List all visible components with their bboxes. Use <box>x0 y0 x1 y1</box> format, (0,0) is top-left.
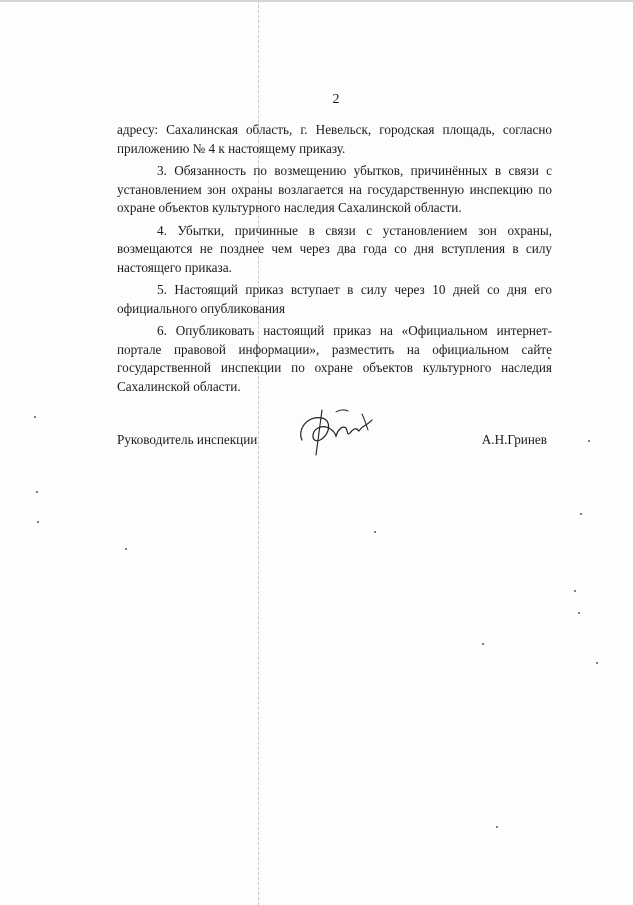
page-number: 2 <box>332 92 340 107</box>
scan-speck <box>574 590 576 592</box>
paragraph-4: 4. Убытки, причинные в связи с установлением зон охраны, возмещаются не позднее чем через два года со дня вступления в силу настоящего приказа. <box>117 222 552 275</box>
paragraph-5: 5. Настоящий приказ вступает в силу через 10 дней со дня его официального опубликования <box>117 282 552 316</box>
paragraph-continuation: адресу: Сахалинская область, г. Невельск, городская площадь, согласно приложению № 4 к настоящему приказу. <box>117 122 552 156</box>
scan-speck <box>482 643 484 645</box>
scan-speck <box>37 521 39 523</box>
scan-speck <box>580 513 582 515</box>
signature-block <box>117 432 552 472</box>
scan-speck <box>374 531 376 533</box>
paragraph-3: 3. Обязанность по возмещению убытков, причинённых в связи с установлением зон охраны возлагается на государственную инспекцию по охране объектов культурного наследия Сахалинской области. <box>117 163 552 215</box>
scan-edge <box>0 0 633 2</box>
scan-speck <box>578 612 580 614</box>
scan-speck <box>125 548 127 550</box>
scan-speck <box>596 662 598 664</box>
signatory-position: Руководитель инспекции <box>117 432 258 447</box>
signatory-name: А.Н.Гринев <box>481 432 547 447</box>
scan-speck <box>548 357 550 359</box>
document-body <box>117 121 552 400</box>
scan-speck <box>496 826 498 828</box>
paragraph-6: 6. Опубликовать настоящий приказ на «Официальном интернет-портале правовой информации», разместить на официальном сайте государственной инспекции по охране объектов культурного наследия Сахалинской области. <box>117 323 552 394</box>
scan-speck <box>588 440 590 442</box>
scan-speck <box>34 416 36 418</box>
scan-speck <box>36 491 38 493</box>
